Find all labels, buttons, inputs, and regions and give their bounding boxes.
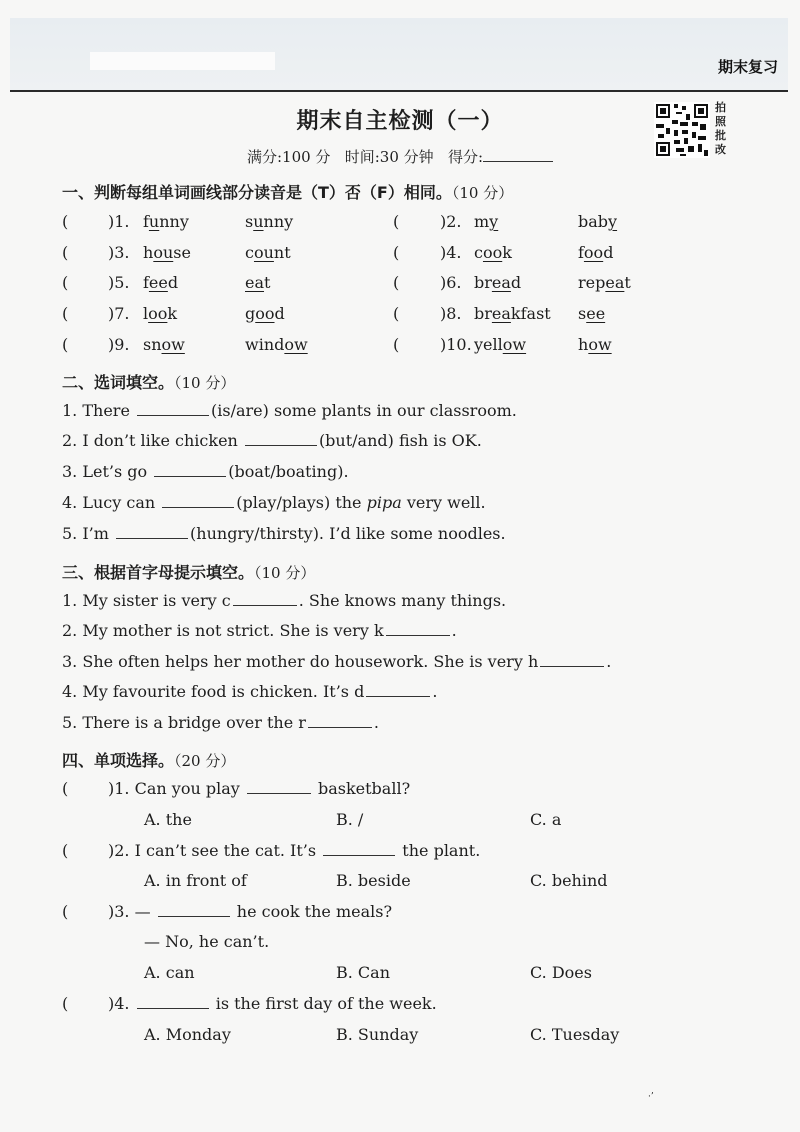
item-number: )8. [440, 304, 462, 323]
section-4-heading: 四、单项选择。（20 分） [62, 751, 236, 770]
answer-blank[interactable] [308, 713, 372, 728]
fill-item-2: 2. I don’t like chicken (but/and) fish is OK. [62, 431, 482, 450]
corner-mark: ·’ [648, 1092, 654, 1102]
word-1: bread [474, 273, 522, 292]
word-2: window [245, 335, 308, 354]
score-blank[interactable] [483, 147, 553, 162]
word-2: count [245, 243, 291, 262]
qr-code-icon[interactable] [654, 102, 710, 158]
mc-option[interactable]: A. the [144, 810, 192, 829]
word-1: yellow [474, 335, 527, 354]
word-2: repeat [578, 273, 631, 292]
answer-blank[interactable] [323, 841, 395, 856]
full-score: 满分:100 分 [246, 148, 331, 166]
mc-question-1: )1. Can you play basketball? [108, 779, 411, 798]
mc-option[interactable]: C. Tuesday [530, 1025, 620, 1044]
mc-question-4: )4. is the first day of the week. [108, 994, 437, 1013]
word-2: how [578, 335, 612, 354]
answer-blank[interactable] [162, 493, 234, 508]
word-2: sunny [245, 212, 294, 231]
fill-item-1: 1. There (is/are) some plants in our classroom. [62, 401, 517, 420]
answer-paren[interactable]: ( [62, 273, 69, 292]
word-1: house [143, 243, 191, 262]
answer-blank[interactable] [137, 994, 209, 1009]
section-3-heading: 三、根据首字母提示填空。（10 分） [62, 563, 316, 582]
answer-blank[interactable] [158, 902, 230, 917]
word-2: food [578, 243, 614, 262]
answer-paren[interactable]: ( [393, 335, 400, 354]
answer-blank[interactable] [137, 401, 209, 416]
mc-paren[interactable]: ( [62, 994, 69, 1013]
item-number: )3. [108, 243, 130, 262]
answer-paren[interactable]: ( [393, 243, 400, 262]
answer-blank[interactable] [247, 779, 311, 794]
fill-item-3: 3. Let’s go (boat/boating). [62, 462, 349, 481]
mc-option[interactable]: C. behind [530, 871, 608, 890]
header-blank-bar [90, 52, 275, 70]
word-1: snow [143, 335, 185, 354]
mc-question-2: )2. I can’t see the cat. It’s the plant. [108, 841, 481, 860]
mc-option[interactable]: A. in front of [144, 871, 247, 890]
answer-paren[interactable]: ( [62, 304, 69, 323]
hint-item-3: 3. She often helps her mother do housework. She is very h . [62, 652, 612, 671]
mc-option[interactable]: C. a [530, 810, 562, 829]
answer-paren[interactable]: ( [393, 273, 400, 292]
score-label: 得分: [447, 148, 484, 166]
word-1: funny [143, 212, 189, 231]
mc-question-3: )3. — he cook the meals? [108, 902, 393, 921]
mc-option[interactable]: B. / [336, 810, 364, 829]
item-number: )9. [108, 335, 130, 354]
mc-reply: — No, he can’t. [144, 932, 270, 951]
answer-blank[interactable] [366, 682, 430, 697]
answer-blank[interactable] [154, 462, 226, 477]
item-number: )5. [108, 273, 130, 292]
item-number: )2. [440, 212, 462, 231]
answer-blank[interactable] [540, 652, 604, 667]
hint-item-4: 4. My favourite food is chicken. It’s d . [62, 682, 438, 701]
mc-option[interactable]: A. can [144, 963, 195, 982]
answer-blank[interactable] [386, 621, 450, 636]
mc-paren[interactable]: ( [62, 902, 69, 921]
section-2-heading: 二、选词填空。（10 分） [62, 373, 236, 392]
section-tag: 期末复习 [717, 58, 778, 76]
qr-caption: 拍 照 批 改 [715, 101, 726, 156]
hint-item-5: 5. There is a bridge over the r . [62, 713, 379, 732]
word-2: good [245, 304, 285, 323]
hint-item-1: 1. My sister is very c . She knows many things. [62, 591, 507, 610]
mc-option[interactable]: B. Can [336, 963, 391, 982]
word-1: look [143, 304, 178, 323]
word-2: see [578, 304, 606, 323]
item-number: )7. [108, 304, 130, 323]
answer-blank[interactable] [245, 431, 317, 446]
item-number: )10. [440, 335, 472, 354]
answer-paren[interactable]: ( [62, 243, 69, 262]
word-1: my [474, 212, 499, 231]
word-1: feed [143, 273, 179, 292]
mc-paren[interactable]: ( [62, 841, 69, 860]
mc-option[interactable]: B. beside [336, 871, 411, 890]
item-number: )6. [440, 273, 462, 292]
section-1-heading: 一、判断每组单词画线部分读音是（T）否（F）相同。（10 分） [62, 183, 514, 202]
item-number: )4. [440, 243, 462, 262]
answer-blank[interactable] [116, 524, 188, 539]
word-2: baby [578, 212, 618, 231]
answer-paren[interactable]: ( [393, 304, 400, 323]
answer-paren[interactable]: ( [62, 335, 69, 354]
mc-option[interactable]: A. Monday [144, 1025, 231, 1044]
page-title: 期末自主检测（一） [296, 109, 504, 134]
fill-item-5: 5. I’m (hungry/thirsty). I’d like some noodles. [62, 524, 506, 543]
hint-item-2: 2. My mother is not strict. She is very k . [62, 621, 457, 640]
word-2: eat [245, 273, 271, 292]
mc-option[interactable]: C. Does [530, 963, 592, 982]
word-1: breakfast [474, 304, 551, 323]
item-number: )1. [108, 212, 130, 231]
answer-paren[interactable]: ( [393, 212, 400, 231]
mc-paren[interactable]: ( [62, 779, 69, 798]
mc-option[interactable]: B. Sunday [336, 1025, 419, 1044]
answer-blank[interactable] [233, 591, 297, 606]
time-limit: 时间:30 分钟 [344, 148, 434, 166]
answer-paren[interactable]: ( [62, 212, 69, 231]
word-1: cook [474, 243, 512, 262]
fill-item-4: 4. Lucy can (play/plays) the pipa very well. [62, 493, 486, 512]
